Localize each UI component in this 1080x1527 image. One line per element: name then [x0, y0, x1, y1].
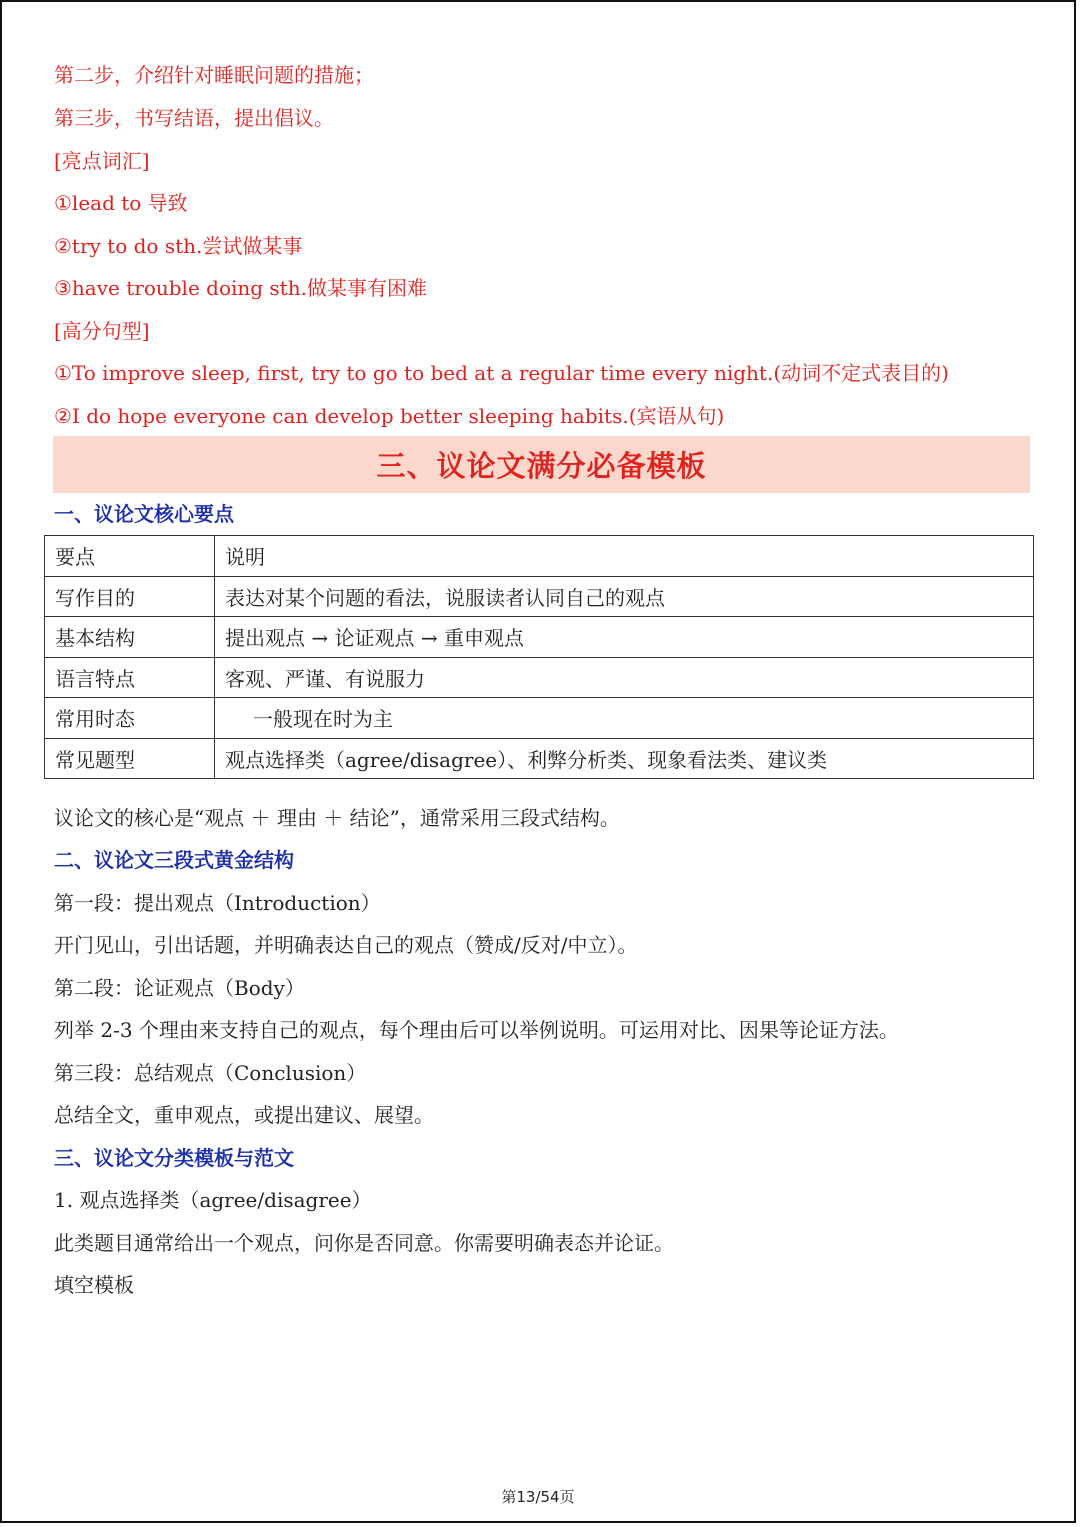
table-cell: 常见题型 — [45, 738, 215, 779]
table-row — [45, 657, 1034, 698]
paragraph-two-text: 列举 2-3 个理由来支持自己的观点，每个理由后可以举例说明。可运用对比、因果等论证方法。 — [54, 1018, 899, 1042]
table-header-row — [45, 536, 1034, 577]
sentence-heading: [高分句型] — [54, 319, 150, 343]
template-label: 填空模板 — [54, 1273, 134, 1297]
table-header-cell: 要点 — [45, 536, 215, 577]
sentence-item: ①To improve sleep, first, try to go to bed at a regular time every night.(动词不定式表目的) — [54, 361, 949, 385]
table-cell: 常用时态 — [45, 698, 215, 739]
section-heading-core-points: 一、议论文核心要点 — [54, 502, 234, 526]
table-cell: 语言特点 — [45, 657, 215, 698]
paragraph-one-text: 开门见山，引出话题，并明确表达自己的观点（赞成/反对/中立）。 — [54, 933, 638, 957]
table-cell: 提出观点 → 论证观点 → 重申观点 — [215, 617, 1034, 658]
table-header-cell: 说明 — [215, 536, 1034, 577]
category-one-title: 1. 观点选择类（agree/disagree） — [54, 1188, 372, 1212]
vocab-item: ③have trouble doing sth.做某事有困难 — [54, 276, 427, 300]
step-two-text: 第二步，介绍针对睡眠问题的措施； — [54, 63, 374, 87]
sentence-item: ②I do hope everyone can develop better sleeping habits.(宾语从句) — [54, 404, 725, 428]
table-cell: 表达对某个问题的看法，说服读者认同自己的观点 — [215, 576, 1034, 617]
table-row — [45, 738, 1034, 779]
vocab-item: ②try to do sth.尝试做某事 — [54, 234, 303, 258]
table-cell: 观点选择类（agree/disagree）、利弊分析类、现象看法类、建议类 — [215, 738, 1034, 779]
category-one-text: 此类题目通常给出一个观点，问你是否同意。你需要明确表态并论证。 — [54, 1231, 674, 1255]
paragraph-two-title: 第二段：论证观点（Body） — [54, 976, 305, 1000]
vocab-heading: [亮点词汇] — [54, 149, 150, 173]
table-row — [45, 576, 1034, 617]
step-three-text: 第三步，书写结语，提出倡议。 — [54, 106, 334, 130]
paragraph-three-title: 第三段：总结观点（Conclusion） — [54, 1061, 367, 1085]
core-points-table — [44, 535, 1034, 779]
core-note-text: 议论文的核心是“观点 ＋ 理由 ＋ 结论”，通常采用三段式结构。 — [54, 806, 620, 830]
vocab-item: ①lead to 导致 — [54, 191, 188, 215]
table-row — [45, 617, 1034, 658]
page-number: 第13/54页 — [501, 1488, 575, 1506]
table-row — [45, 698, 1034, 739]
paragraph-one-title: 第一段：提出观点（Introduction） — [54, 891, 381, 915]
table-cell: 基本结构 — [45, 617, 215, 658]
section-heading-structure: 二、议论文三段式黄金结构 — [54, 848, 294, 872]
paragraph-three-text: 总结全文，重申观点，或提出建议、展望。 — [54, 1103, 434, 1127]
table-cell: 客观、严谨、有说服力 — [215, 657, 1034, 698]
table-cell: 一般现在时为主 — [215, 698, 1034, 739]
section-banner-title: 三、议论文满分必备模板 — [53, 436, 1030, 493]
table-cell: 写作目的 — [45, 576, 215, 617]
section-heading-templates: 三、议论文分类模板与范文 — [54, 1146, 294, 1170]
